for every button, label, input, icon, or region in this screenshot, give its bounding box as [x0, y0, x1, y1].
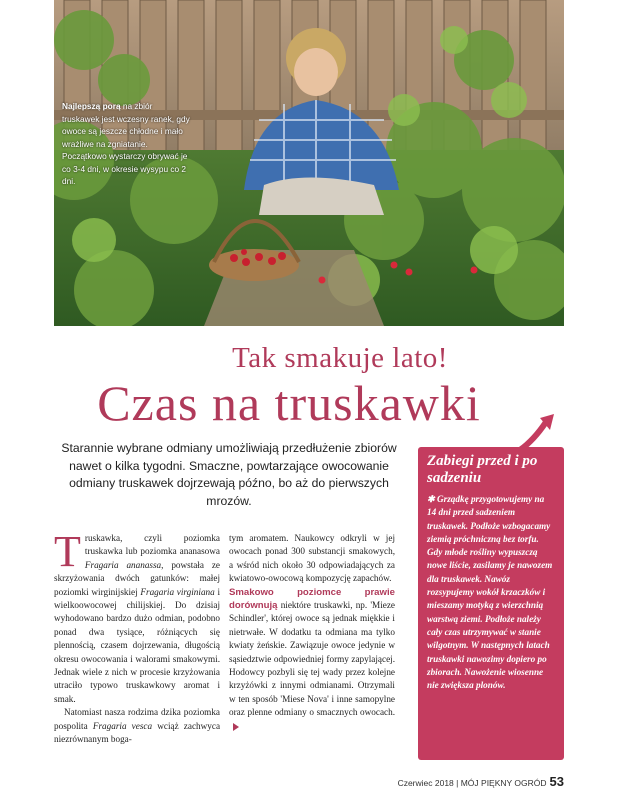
text: niektóre truskawki, np. 'Mieze Schindler', której owoce są jednak miękkie i nietrwałe. W dodatku ta odmiana ma tylko kwiaty żeńskie. Zawiązuje owoce jedynie w sąsiedztwie odpowiedniej formy zapylającej. Hodowcy pozbyli się tej wady przez kolejne krzyżówki z innymi odmianami. Otrzymali w ten sposób 'Miese Nova' i inne samopylne oraz plenne odmiany o smacznych owocach.: [229, 600, 395, 718]
article-headline: Czas na truskawki: [97, 375, 481, 431]
tips-box-title: Zabiegi przed i po sadzeniu: [427, 453, 538, 486]
page-number: 53: [549, 774, 564, 789]
photo-caption: [62, 100, 192, 188]
text: wciąż zachwyca niezrównanym boga-: [54, 720, 221, 745]
text: , powstała ze skrzyżowania dwóch gatunków: małej poziomki wirginijskiej: [54, 559, 220, 597]
latin-name: Fragaria ananassa: [84, 559, 162, 570]
tips-box-text: [427, 493, 555, 692]
paragraph: [54, 527, 220, 706]
caption-bold: Najlepszą porą: [62, 101, 121, 111]
text: Grządkę przygotowujemy na 14 dni przed sadzeniem truskawek. Podłoże wzbogacamy ziemią próchniczną bez torfu. Gdy młode rośliny wypuszczą nowe liście, zasilamy je nawozem dla truskawek. Nawóz rozsypujemy wokół krzaczków i mieszamy motyką z wierzchnią warstwą ziemi. Podłoże należy cały czas utrzymywać w stanie wilgotnym. W następnych latach truskawki nawozimy dopiero po zbiorach. Nawożenie wiosenne nie zwiększa plonów.: [427, 494, 553, 691]
caption-text: na zbiór truskawek jest wczesny ranek, gdy owoce są jeszcze chłodne i mało wrażliwe na zgniatanie. Początkowo wystarczy obrywać je co 3-4 dni, w okresie wysypu co 2 dni.: [62, 101, 190, 186]
drop-cap: T: [54, 527, 81, 576]
paragraph: [229, 586, 395, 733]
page-footer: [398, 774, 564, 789]
paragraph: tym aromatem. Naukowcy odkryli w jej owocach ponad 300 substancji smakowych, a wśród nich około 30 odpowiadających za kwiatowo-owocową kompozycję zapachów.: [229, 533, 395, 584]
text: Natomiast nasza rodzima dzika poziomka pospolita: [54, 707, 220, 731]
text: i wielkoowocowej chilijskiej. Do dzisiaj wyhodowano bardzo dużo odmian, podobno ponad dwa tysiące, różniących się plennością, czasem dojrzewania, długością okresu owocowania i walorami smakowymi. Jednak wiele z nich w procesie krzyżowania utraciło typowo truskawkowy aromat i smak.: [54, 586, 220, 704]
subheading: Smakowo poziomce prawie dorównują: [229, 586, 395, 612]
article-column-2: [229, 532, 395, 733]
latin-name: Fragaria vesca: [92, 720, 153, 731]
latin-name: Fragaria virginiana: [140, 586, 215, 597]
article-lead: Starannie wybrane odmiany umożliwiają przedłużenie zbiorów nawet o kilka tygodni. Smaczne, powtarzające owocowanie odmiany truskawek dojrzewają późno, bo aż do pierwszych mrozów.: [61, 441, 397, 508]
article-kicker: Tak smakuje lato!: [232, 342, 448, 374]
paragraph: [54, 706, 220, 746]
text: ruskawka, czyli poziomka truskawka lub poziomka ananasowa: [84, 533, 220, 557]
tips-box: [418, 447, 564, 760]
issue-label: Czerwiec 2018 | MÓJ PIĘKNY OGRÓD: [397, 778, 547, 788]
article-column-1: [54, 527, 221, 747]
end-of-article-icon: [233, 723, 239, 731]
asterisk-icon: ✱: [427, 494, 435, 504]
